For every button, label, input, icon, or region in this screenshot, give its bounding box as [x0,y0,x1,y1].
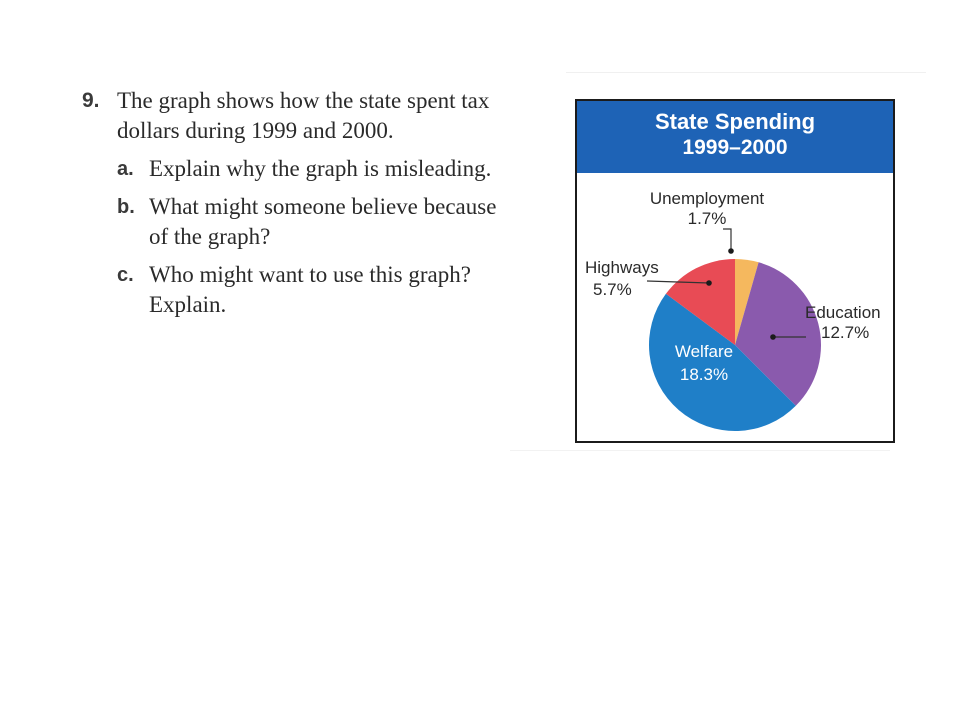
slice-value-highways: 5.7% [593,280,632,299]
leader-dot-highways [706,280,712,286]
part-text: Who might want to use this graph? [149,262,471,287]
question-part-c [117,260,542,320]
question-number: 9. [82,89,100,112]
slice-label-unemployment: Unemployment [649,189,765,208]
leader-dot-unemployment [728,248,734,254]
part-letter: b. [117,196,135,218]
pie-chart [577,101,893,441]
part-text: Explain. [149,292,227,317]
chart-title: State Spending [654,109,816,134]
question-stem [82,86,542,146]
chart-subtitle: 1999–2000 [682,136,788,159]
slice-value-unemployment: 1.7% [687,209,727,228]
question-line-2: dollars during 1999 and 2000. [117,118,394,143]
divider-top [566,72,926,73]
slice-label-highways: Highways [585,258,659,277]
part-text: What might someone believe because [149,194,497,219]
divider-bottom [510,450,890,451]
slice-label-welfare: Welfare [674,342,734,361]
slice-value-education: 12.7% [821,323,870,342]
leader-dot-education [770,334,776,340]
leader-line-unemployment [723,229,731,251]
slice-label-education: Education [805,303,881,322]
question-part-b [117,192,542,252]
pie-chart-panel [575,99,895,443]
part-letter: a. [117,158,134,180]
question-block [82,86,542,320]
part-text: of the graph? [149,224,271,249]
part-text: Explain why the graph is misleading. [149,156,492,181]
slice-value-welfare: 18.3% [679,365,729,384]
question-line-1: The graph shows how the state spent tax [117,88,490,113]
part-letter: c. [117,264,134,286]
question-part-a [117,154,542,184]
